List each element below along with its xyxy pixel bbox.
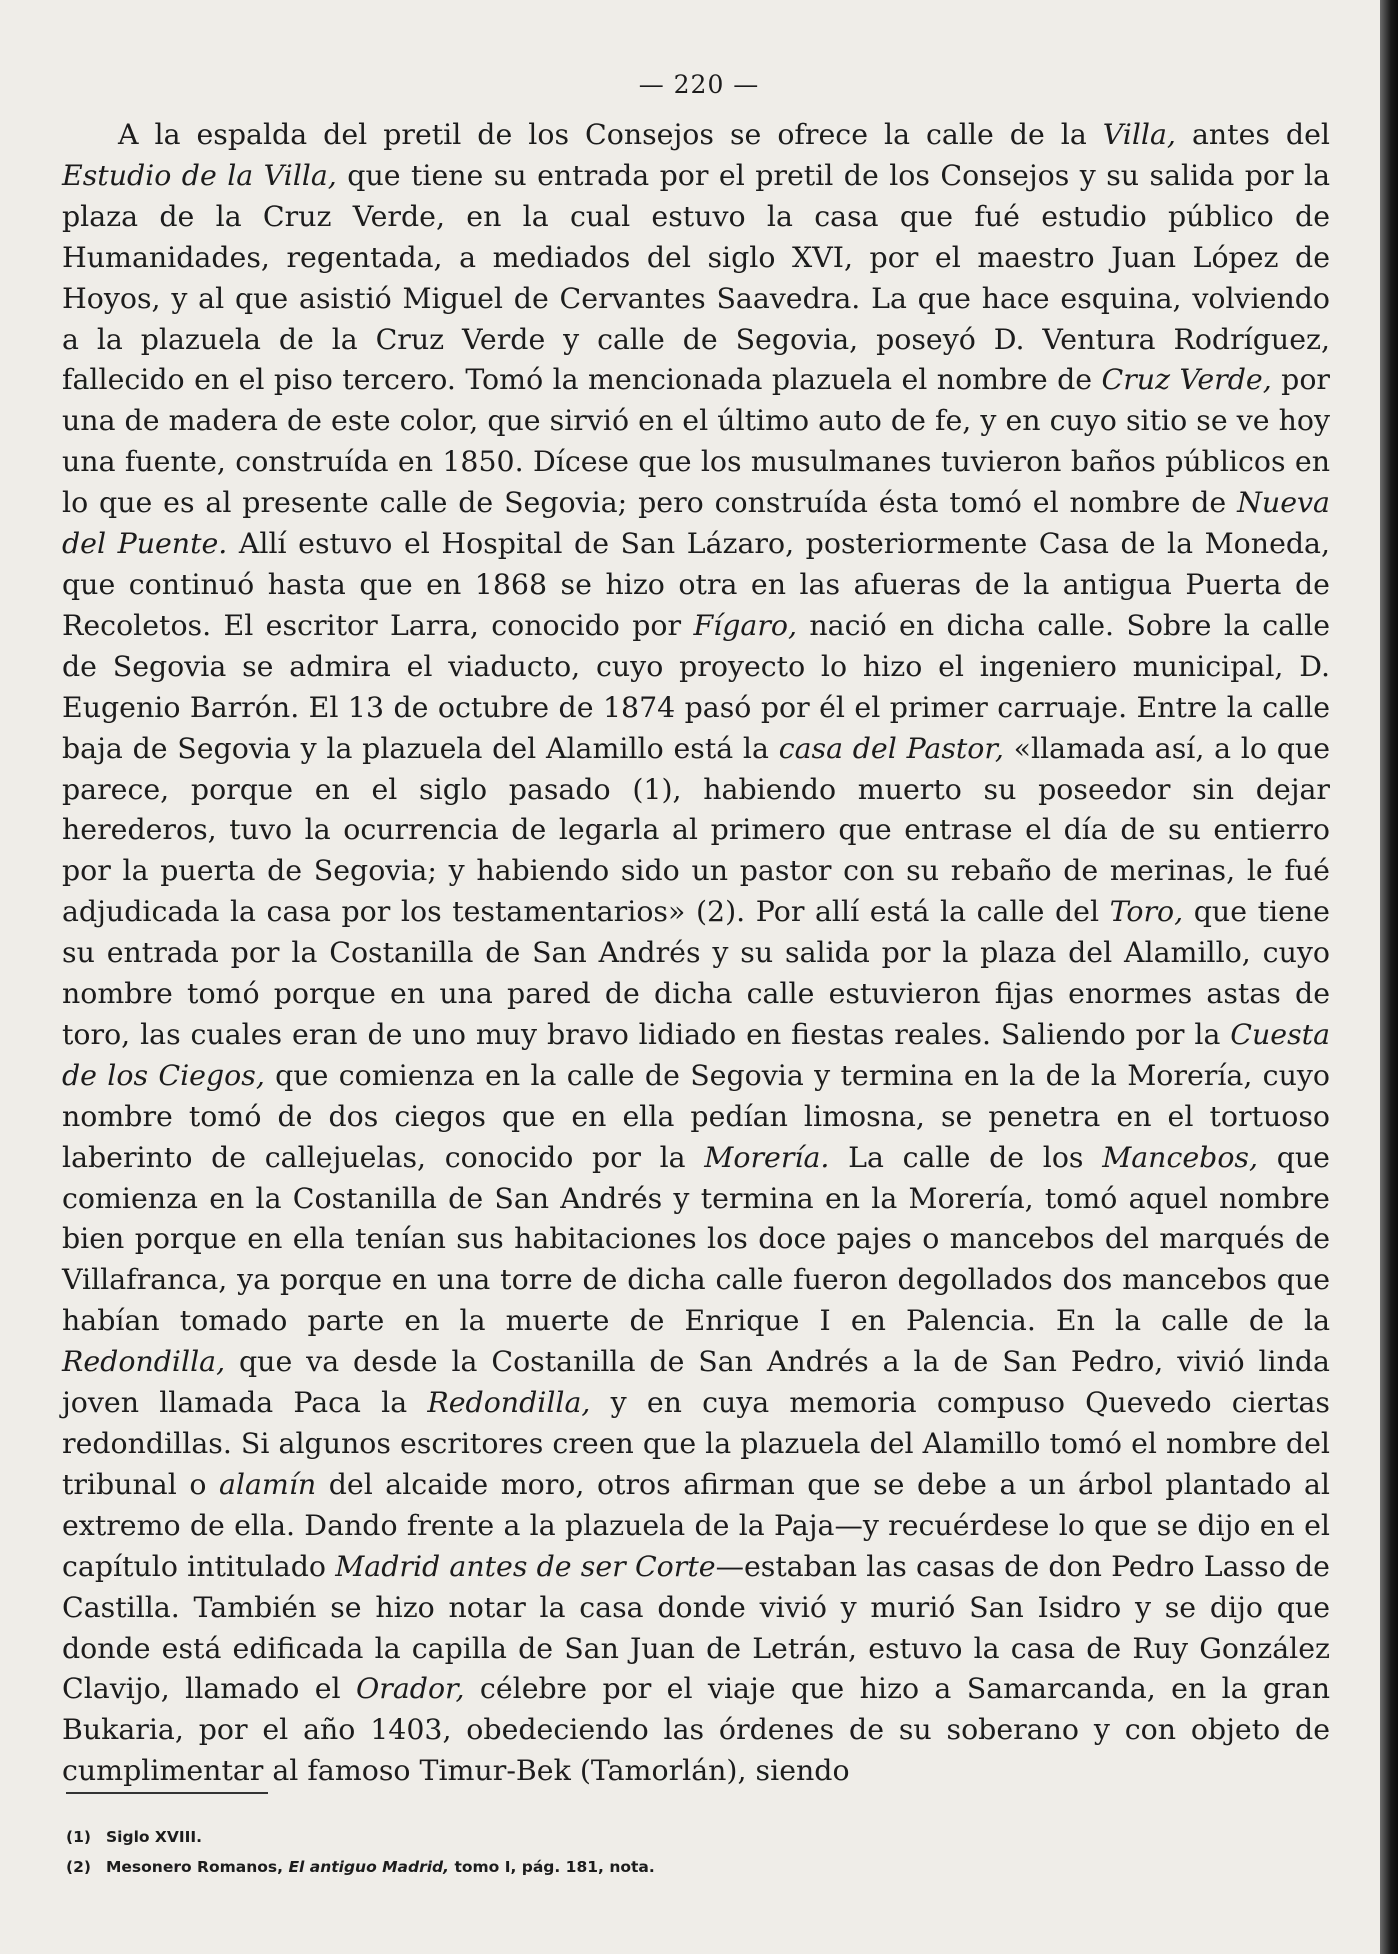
text-run: antes del	[1175, 118, 1330, 151]
italic-term: Estudio de la Villa,	[62, 158, 337, 192]
footnote-1	[66, 1822, 1066, 1852]
italic-term: Redondilla,	[62, 1345, 226, 1379]
footnote-title: El antiguo Madrid,	[288, 1858, 450, 1876]
footnote-2	[66, 1852, 1066, 1882]
body-text	[62, 115, 1330, 1792]
italic-term: Redondilla,	[427, 1386, 591, 1420]
footnote-marker: (1)	[66, 1828, 91, 1846]
text-run: que tiene su entrada por el pretil de los Consejos y su salida por la plaza de la Cruz Verde, en la cual estuvo la casa que fué estudio público de Humanidades, regentada, a mediados del siglo XVI, por el maestro Juan López de Hoyos, y al que asistió Miguel de Cervantes Saavedra. La que hace esquina, volviendo a la plazuela de la Cruz Verde y calle de Segovia, poseyó D. Ventura Rodríguez, fallecido en el piso tercero. Tomó la mencionada plazuela el nombre de	[62, 158, 1331, 397]
text-run: La calle de los	[829, 1140, 1103, 1174]
text-run: que comienza en la Costanilla de San Andrés y termina en la Morería, tomó aquel nombre bien porque en ella tenían sus habitaciones los doce pajes o mancebos del marqués de Villafranca, ya porque en una torre de dicha calle fueron degollados dos mancebos que habían tomado parte en la muerte de Enrique I en Palencia. En la calle de la	[62, 1140, 1330, 1338]
footnote-marker: (2)	[66, 1858, 91, 1876]
main-paragraph	[62, 115, 1330, 1792]
italic-term: Madrid antes de ser Corte	[335, 1549, 716, 1583]
page-binding-edge	[1380, 0, 1398, 1954]
italic-term: alamín	[218, 1467, 317, 1501]
italic-term: Orador,	[356, 1672, 465, 1706]
text-run: —estaban las casas de don Pedro Lasso de Castilla. También se hizo notar la casa donde vivió y murió San Isidro y se dijo que donde está edificada la capilla de San Juan de Letrán, estuvo la casa de Ruy González Clavijo, llamado el	[62, 1549, 1330, 1706]
text-run: que tiene su entrada por la Costanilla de San Andrés y su salida por la plaza del Alamillo, cuyo nombre tomó porque en una pared de dicha calle estuvieron fijas enormes astas de toro, las cuales eran de uno muy bravo lidiado en fiestas reales. Saliendo por la	[62, 895, 1330, 1051]
text-run: y en cuya memoria compuso Quevedo ciertas redondillas. Si algunos escritores creen que la plazuela del Alamillo tomó el nombre del tribunal o	[62, 1386, 1330, 1501]
footnotes	[66, 1822, 1066, 1882]
text-run: por una de madera de este color, que sirvió en el último auto de fe, y en cuyo sitio se ve hoy una fuente, construída en 1850. Dícese que los musulmanes tuvieron baños públicos en lo que es al presente calle de Segovia; pero construída ésta tomó el nombre de	[62, 363, 1330, 520]
italic-term: Morería.	[704, 1140, 830, 1174]
text-run: del alcaide moro, otros afirman que se debe a un árbol plantado al extremo de ella. Dando frente a la plazuela de la Paja—y recuérdese lo que se dijo en el capítulo intitulado	[62, 1467, 1331, 1583]
italic-term: Villa,	[1102, 118, 1176, 151]
italic-term: Nueva del Puente.	[62, 486, 1330, 561]
text-run: A la espalda del pretil de los Consejos se ofrece la calle de la	[118, 118, 1103, 151]
text-run: que comienza en la calle de Segovia y termina en la de la Morería, cuyo nombre tomó de dos ciegos que en ella pedían limosna, se penetra en el tortuoso laberinto de callejuelas, conocido por la	[62, 1058, 1330, 1174]
text-run: que va desde la Costanilla de San Andrés a la de San Pedro, vivió linda joven llamada Paca la	[62, 1345, 1330, 1420]
text-run: «llamada así, a lo que parece, porque en el siglo pasado (1), habiendo muerto su poseedor sin dejar herederos, tuvo la ocurrencia de legarla al primero que entrase el día de su entierro por la puerta de Segovia; y habiendo sido un pastor con su rebaño de merinas, le fué adjudicada la casa por los testamentarios» (2). Por allí está la calle del	[62, 731, 1330, 929]
footnote-text: Mesonero Romanos,	[106, 1858, 289, 1876]
italic-term: Fígaro,	[693, 608, 798, 642]
footnote-text: tomo I, pág. 181, nota.	[449, 1858, 655, 1876]
italic-term: Mancebos,	[1102, 1140, 1259, 1174]
page-number: — 220 —	[638, 70, 760, 99]
italic-term: Cuesta de los Ciegos,	[62, 1017, 1330, 1092]
italic-term: casa del Pastor,	[778, 731, 1004, 765]
italic-term: Toro,	[1109, 895, 1184, 929]
footnote-separator	[66, 1792, 268, 1794]
text-run: nació en dicha calle. Sobre la calle de Segovia se admira el viaducto, cuyo proyecto lo hizo el ingeniero municipal, D. Eugenio Barrón. El 13 de octubre de 1874 pasó por él el primer carruaje. Entre la calle baja de Segovia y la plazuela del Alamillo está la	[62, 608, 1330, 765]
footnote-text: Siglo XVIII.	[106, 1828, 203, 1846]
text-run: Allí estuvo el Hospital de San Lázaro, posteriormente Casa de la Moneda, que continuó hasta que en 1868 se hizo otra en las afueras de la antigua Puerta de Recoletos. El escritor Larra, conocido por	[62, 527, 1330, 642]
italic-term: Cruz Verde,	[1101, 363, 1272, 397]
text-run: célebre por el viaje que hizo a Samarcanda, en la gran Bukaria, por el año 1403, obedeciendo las órdenes de su soberano y con objeto de cumplimentar al famoso Timur-Bek (Tamorlán), siendo	[62, 1672, 1330, 1788]
